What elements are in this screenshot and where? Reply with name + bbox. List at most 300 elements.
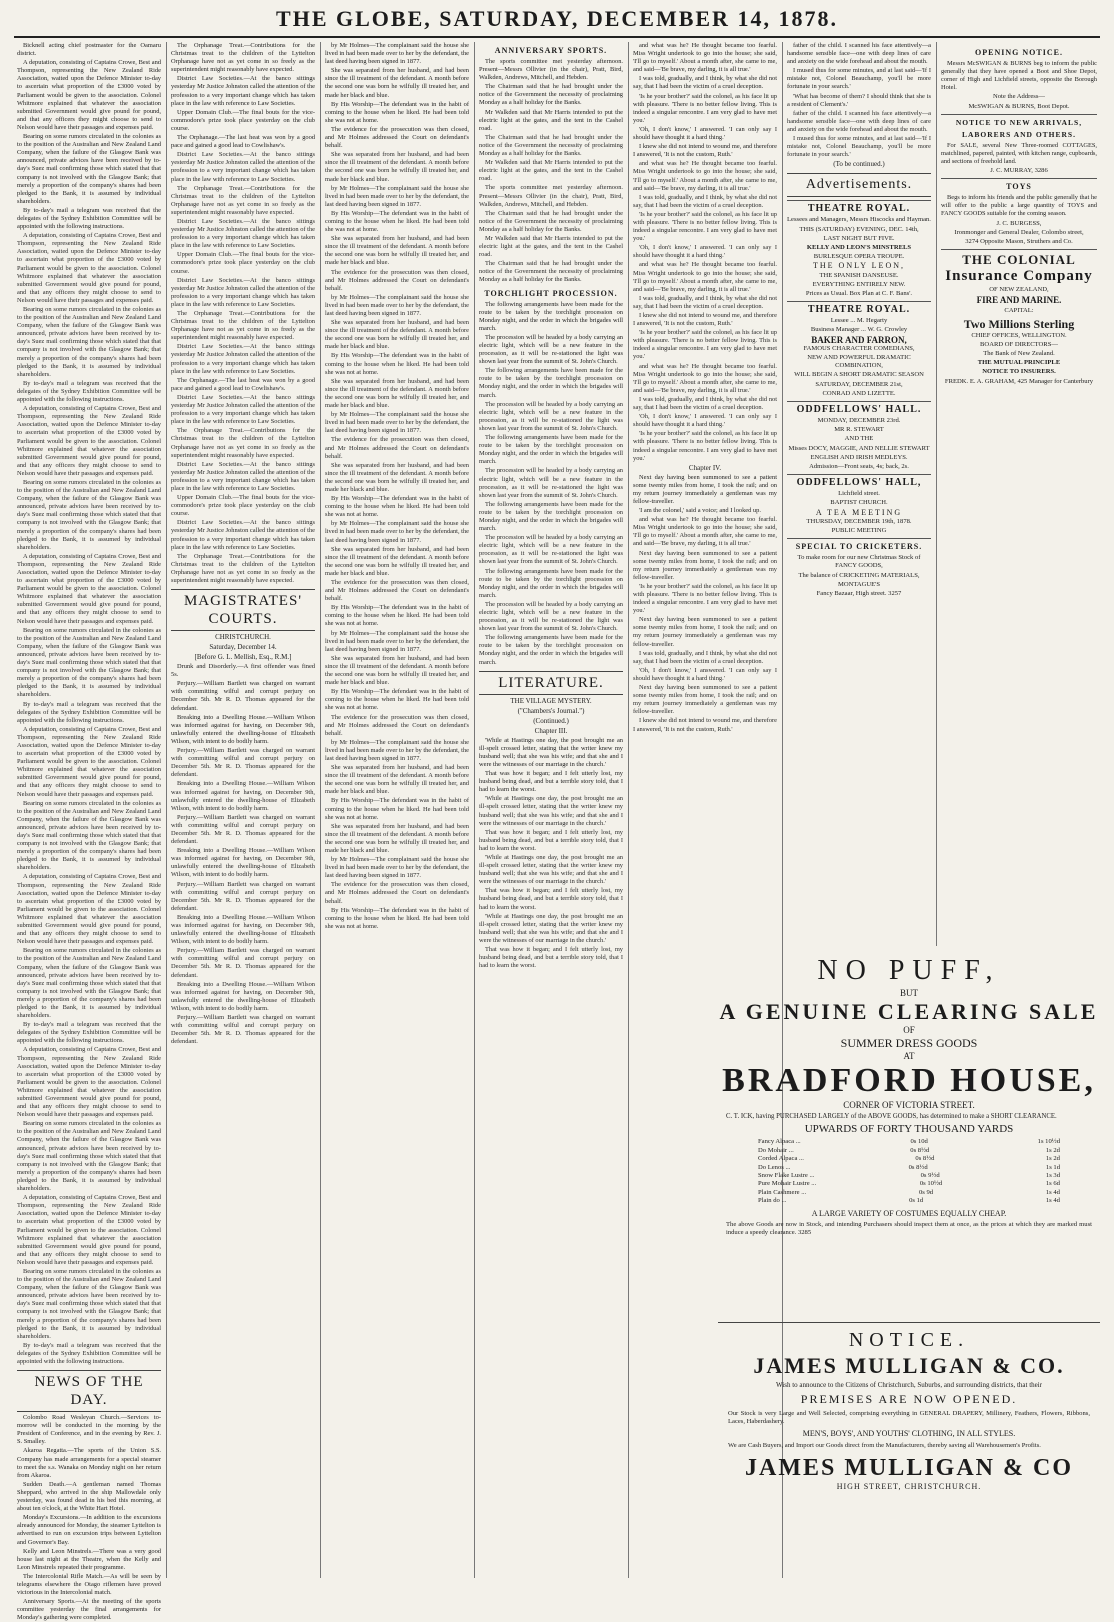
mulligan-heading: JAMES MULLIGAN & CO. — [753, 1353, 1065, 1378]
paragraph: The evidence for the prosecution was then closed, and Mr Holmes addressed the Court on defendant's behalf. — [325, 268, 469, 292]
ad-line: Fancy Bazaar, High street. 3257 — [816, 590, 902, 598]
paragraph: The following arrangements have been made for the route to be taken by the torchlight procession on Monday night, and the order in which the brigades will march. — [479, 434, 623, 466]
paragraph: 'While at Hastings one day, the post brought me an ill-spelt crossed letter, stating that the writer knew my husband well; that she was his wife; and that she and I were the witnesses of our marriage in the church.' — [479, 795, 623, 827]
ad-title: OPENING NOTICE. — [975, 48, 1063, 57]
paragraph: The Orphanage.—The last heat was won by a good pace and gained a good lead to Cowlishaw's. — [171, 134, 315, 150]
column-1 — [14, 42, 164, 1622]
price-now: 1s 10½d — [1037, 1138, 1060, 1146]
ad-line: ENGLISH AND IRISH MEDLEYS. — [810, 453, 908, 461]
ad-title: THEATRE ROYAL. — [807, 304, 911, 316]
paragraph: 'While at Hastings one day, the post brought me an ill-spelt crossed letter, stating that the writer knew my husband well; that she was his wife; and that she and I were the witnesses of our marriage in the church.' — [479, 736, 623, 768]
ad-line: EVERYTHING ENTIRELY NEW. — [812, 280, 906, 288]
opening-notice-ad — [941, 45, 1097, 111]
paragraph: By His Worship—The defendant was in the habit of coming to the house when he liked. He had been told she was not at home. — [325, 906, 469, 930]
paragraph: A deputation, consisting of Captains Crowe, Best and Thompson, representing the New Zealand Ride Association, waited upon the Defence Minister to-day to ascertain what proportion of the £3000 voted by Parliament would be given to the association. Colonel Whitmore explained that whatever the association submitted Government would give pound for pound, and that any officers they might choose to send to Nelson would have their passages and expenses paid. — [17, 725, 161, 798]
paragraph: Next day having been summoned to see a patient some twenty miles from home, I took the rail; and on my return journey immediately a gentleman was my fellow-traveller. — [633, 684, 777, 716]
masthead: THE GLOBE, SATURDAY, DECEMBER 14, 1878. — [14, 6, 1100, 38]
paragraph: The sports committee met yesterday afternoon. Present—Messrs Ollivier (in the chair), Pratt, Bird, Walkden, Andrews, Mitchell, and Hebden. — [479, 58, 623, 82]
column-rule — [474, 42, 475, 1578]
james-mulligan-ad — [718, 1322, 1100, 1579]
ad-line: To make room for our new Christmas Stock of FANCY GOODS, — [797, 554, 921, 570]
paragraph: Next day having been summoned to see a patient some twenty miles from home, I took the rail; and on my return journey immediately a gentleman was my fellow-traveller. — [633, 616, 777, 648]
notice-heading: NOTICE. — [848, 1329, 970, 1351]
paragraph: 'Oh, I don't know,' I answered. 'I can only say I should have thought it a hard thing.' — [633, 244, 777, 260]
paragraph: By His Worship—The defendant was in the habit of coming to the house when he liked. He had been told she was not at home. — [325, 495, 469, 519]
paragraph: District Law Societies.—At the banco sittings yesterday Mr Justice Johnston called the attention of the profession to a very important change which has taken place in the law with reference to Law Societies. — [171, 75, 315, 107]
price-row — [758, 1138, 1060, 1146]
intro-paragraph: Bicknell acting chief postmaster for the Oamaru district. — [17, 42, 161, 58]
ad-title: ODDFELLOWS' HALL. — [796, 403, 922, 415]
paragraph: The Orphanage.—The last heat was won by a good pace and gained a good lead to Cowlishaw's. — [171, 376, 315, 392]
paragraph: By His Worship—The defendant was in the habit of coming to the house when he liked. He had been told she was not at home. — [325, 100, 469, 124]
paragraph: That was how it began; and I felt utterly lost, my husband being dead, and but a terrible story told, that I had to learn the worst. — [479, 828, 623, 852]
paragraph: A deputation, consisting of Captains Crowe, Best and Thompson, representing the New Zealand Ride Association, waited upon the Defence Minister to-day to ascertain what proportion of the £3000 voted by Parliament would be given to the association. Colonel Whitmore explained that whatever the association submitted Government would give pound for pound, and that any officers they might choose to send to Nelson would have their passages and expenses paid. — [17, 1194, 161, 1266]
price-row — [758, 1197, 1060, 1205]
ad-line: MR R. STEWART — [834, 426, 884, 434]
ad-line: Business Manager ... W. G. Crowley — [810, 326, 908, 334]
price-was: 0s 8½d — [915, 1155, 935, 1163]
paragraph: 'While at Hastings one day, the post brought me an ill-spelt crossed letter, stating that the writer knew my husband well; that she was his wife; and that she and I were the witnesses of our marriage in the church.' — [479, 912, 623, 944]
ad-title: THE COLONIAL — [962, 252, 1076, 268]
ad-title: TOYS — [1006, 182, 1032, 192]
paragraph: I was told, gradually, and I think, by what she did not say, that I had been the victim of a cruel deception. — [633, 75, 777, 91]
ad-line: CORNER OF VICTORIA STREET. — [843, 1100, 975, 1110]
paragraph: and what was he? He thought became too fearful. Miss Wright undertook to go into the house; she said, 'I'll go to myself.' About a month after, she came to me, and said—'Be brave, my darling, it is all true.' — [633, 261, 777, 293]
ad-line: NEW AND POWERFUL DRAMATIC COMBINATION, — [807, 353, 911, 370]
news-item: Anniversary Sports.—At the meeting of the sports committee yesterday the final arrangements for Monday's gathering were completed. — [17, 1598, 161, 1622]
court-case: Perjury.—William Bartlett was charged on warrant with committing wilful and corrupt perjury on December 5th. Mr R. D. Thomas appeared for the defendant. — [171, 747, 315, 779]
court-case: Perjury.—William Bartlett was charged on warrant with committing wilful and corrupt perjury on December 5th. Mr R. D. Thomas appeared for the defendant. — [171, 1014, 315, 1046]
paragraph: The Chairman said that he had brought under the notice of the Government the necessity of proclaiming Monday as a half holiday for the Banks. — [479, 209, 623, 233]
price-item: Do Lenos ... — [758, 1163, 791, 1171]
ad-line: Begs to inform his friends and the public generally that he will offer to the public a large quantity of TOYS and FANCY GOODS suitable for the coming season. — [941, 194, 1097, 218]
paragraph: and what was he? He thought became too fearful. Miss Wright undertook to go into the house; she said, 'I'll go to myself.' About a month after, she came to me, and said—'Be brave, my darling, it is all true.' — [633, 516, 777, 548]
ad-line: AT — [903, 1051, 915, 1061]
news-of-the-day-heading: NEWS OF THE DAY. — [17, 1370, 161, 1412]
price-now: 1s 4d — [1045, 1188, 1060, 1196]
paragraph: by Mr Holmes—The complainant said the house she lived in had been made over to her by the defendant, the last deed having been signed in 1877. — [325, 629, 469, 653]
ad-title: NOTICE TO NEW ARRIVALS, LABORERS AND OTHERS. — [955, 117, 1083, 139]
paragraph: by Mr Holmes—The complainant said the house she lived in had been made over to her by the defendant, the last deed having been signed in 1877. — [325, 520, 469, 544]
price-now: 1s 4d — [1045, 1197, 1060, 1205]
ad-line: LAST NIGHT BUT FIVE. — [823, 234, 895, 242]
paragraph: The procession will be headed by a body carrying an electric light, which will be a new feature in the procession, as it will be re-stationed the light was shown last year from the summit of St. John's Church. — [479, 600, 623, 633]
paragraph: I knew she did not intend to wound me, and therefore I answered, 'It is not the custom, Ruth.' — [633, 312, 777, 328]
price-now: 1s 3d — [1045, 1172, 1060, 1180]
paragraph: The following arrangements have been made for the route to be taken by the torchlight procession on Monday night, and the order in which the brigades will march. — [479, 367, 623, 399]
column-3 — [322, 42, 472, 1578]
new-arrivals-ad — [941, 114, 1097, 175]
ad-line: AND THE — [844, 435, 874, 443]
paragraph: The procession will be headed by a body carrying an electric light, which will be a new feature in the procession, as it will be re-stationed the light was shown last year from the summit of St. John's Church. — [479, 400, 623, 432]
paragraph: father of the child. I scanned his face attentively—a handsome sensible face—one with deep lines of care and anxiety on the wide forehead and about the mouth. — [787, 109, 931, 133]
paragraph: The Orphanage Treat.—Contributions for the Christmas treat to the children of the Lyttelton Orphanage have not as yet come in so freely as the superintendent might reasonably have expected. — [171, 310, 315, 342]
paragraph: The Orphanage Treat.—Contributions for the Christmas treat to the children of the Lyttelton Orphanage have not as yet come in so freely as the superintendent might reasonably have expected. — [171, 552, 315, 584]
court-case: Drunk and Disorderly.—A first offender was fined 5s. — [171, 663, 315, 679]
paragraph: The Chairman said that he had brought under the notice of the Government the necessity of proclaiming Monday as a half holiday for the Banks. — [479, 83, 623, 107]
ad-line: MONDAY, DECEMBER 23rd. — [817, 416, 901, 424]
price-item: Do Mohair ... — [758, 1146, 794, 1154]
price-row — [758, 1172, 1060, 1180]
price-was: 0s 10½d — [919, 1180, 943, 1188]
news-item: The Intercolonial Rifle Match.—As will be seen by telegrams elsewhere the Otago riflemen have proved victorious in the Intercolonial match. — [17, 1572, 161, 1597]
ad-line: OF — [903, 1025, 915, 1035]
paragraph: The evidence for the prosecution was then closed, and Mr Holmes addressed the Court on defendant's behalf. — [325, 579, 469, 603]
column-rule — [320, 42, 321, 1578]
ad-line: THE MUTUAL PRINCIPLE — [977, 359, 1061, 367]
paragraph: The procession will be headed by a body carrying an electric light, which will be a new feature in the procession, as it will be re-stationed the light was shown last year from the summit of St. John's Church. — [479, 333, 623, 366]
ad-line: NOTICE TO INSURERS. — [982, 368, 1056, 376]
paragraph: Bearing on some rumors circulated in the colonies as to the position of the Australian and New Zealand Land Company, when the failure of the Glasgow Bank was announced, private advices have been received by to-day's Suez mail confirming those which stated that that company is not involved with the Glasgow Bank; that merely a proportion of the company's shares had been pledged to the Bank, it is assumed by individual shareholders. — [17, 478, 161, 551]
court-case: Breaking into a Dwelling House.—William Wilson was informed against for having, on December 9th, unlawfully entered the dwelling-house of Elizabeth Wilson, with intent to do bodily harm. — [171, 980, 315, 1012]
ad-line: The balance of CRICKETING MATERIALS, — [798, 571, 920, 579]
price-was: 0s 10d — [910, 1138, 928, 1146]
paragraph: That was how it began; and I felt utterly lost, my husband being dead, and but a terrible story told, that I had to learn the worst. — [479, 770, 623, 794]
ad-line: WILL BEGIN A SHORT DRAMATIC SEASON — [794, 371, 924, 379]
paragraph: by Mr Holmes—The complainant said the house she lived in had been made over to her by the defendant, the last deed having been signed in 1877. — [325, 738, 469, 762]
ad-line: FAMOUS CHARACTER COMEDIANS, — [803, 344, 915, 352]
paragraph: District Law Societies.—At the banco sittings yesterday Mr Justice Johnston called the attention of the profession to a very important change which has taken place in the law with reference to Law Societies. — [171, 276, 315, 308]
colonial-insurance-ad — [941, 249, 1097, 386]
ad-line: THURSDAY, DECEMBER 19th, 1878. — [806, 517, 912, 525]
paragraph: by Mr Holmes—The complainant said the house she lived in had been made over to her by the defendant, the last deed having been signed in 1877. — [325, 42, 469, 66]
paragraph: and what was he? He thought became too fearful. Miss Wright undertook to go into the house; she said, 'I'll go to myself.' About a month after, she came to me, and said—'Be brave, my darling, it is all true.' — [633, 160, 777, 192]
paragraph: She was separated from her husband, and had been since the ill treatment of the defendant. A month before the second one was born he wilfully ill treated her, and made her black and blue. — [325, 764, 469, 796]
ad-line: Wish to announce to the Citizens of Christchurch, Suburbs, and surrounding districts, that their — [775, 1381, 1043, 1389]
ad-line: J. C. MURRAY, 3286 — [990, 167, 1048, 175]
paragraph: Upper Domain Club.—The final bouts for the vice-commodore's prize took place yesterday on the club course. — [171, 108, 315, 132]
paragraph: The Orphanage Treat.—Contributions for the Christmas treat to the children of the Lyttelton Orphanage have not as yet come in so freely as the superintendent might reasonably have expected. — [171, 184, 315, 216]
ad-line: J. C. BURGESS, — [996, 219, 1042, 227]
paragraph: She was separated from her husband, and had been since the ill treatment of the defendant. A month before the second one was born he wilfully ill treated her, and made her black and blue. — [325, 235, 469, 267]
ad-line: KELLY AND LEON'S MINSTRELS — [806, 243, 912, 251]
paragraph: Upper Domain Club.—The final bouts for the vice-commodore's prize took place yesterday on the club course. — [171, 494, 315, 518]
paragraph: and what was he? He thought became too fearful. Miss Wright undertook to go into the house; she said, 'I'll go to myself.' About a month after, she came to me, and said—'Be brave, my darling, it is all true.' — [633, 42, 777, 74]
court-case: Breaking into a Dwelling House.—William Wilson was informed against for having, on December 9th, unlawfully entered the dwelling-house of Elizabeth Wilson, with intent to do bodily harm. — [171, 780, 315, 812]
paragraph: by Mr Holmes—The complainant said the house she lived in had been made over to her by the defendant, the last deed having been signed in 1877. — [325, 411, 469, 435]
court-date: Saturday, December 14. — [209, 643, 277, 652]
paragraph: Mr Walkden said that Mr Harris intended to put the electric light at the gates, and the tent in the Cashel road. — [479, 159, 623, 183]
price-was: 0s 9d — [918, 1188, 934, 1196]
address: HIGH STREET, CHRISTCHURCH. — [836, 1481, 982, 1491]
paragraph: The Orphanage Treat.—Contributions for the Christmas treat to the children of the Lyttelton Orphanage have not as yet come in so freely as the superintendent might reasonably have expected. — [171, 42, 315, 74]
court-case: Breaking into a Dwelling House.—William Wilson was informed against for having, on December 9th, unlawfully entered the dwelling-house of Elizabeth Wilson, with intent to do bodily harm. — [171, 847, 315, 879]
ad-line: BURLESQUE OPERA TROUPE. — [813, 253, 905, 261]
paragraph: The Chairman said that he had brought under the notice of the Government the necessity of proclaiming Monday as a half holiday for the Banks. — [479, 133, 623, 158]
paragraph: Mr Walkden said that Mr Harris intended to put the electric light at the gates, and the tent in the Cashel road. — [479, 108, 623, 132]
paragraph: That was how it began; and I felt utterly lost, my husband being dead, and but a terrible story told, that I had to learn the worst. — [479, 946, 623, 970]
ad-title: Insurance Company — [945, 268, 1093, 285]
ad-line: THIS (SATURDAY) EVENING, DEC. 14th, — [799, 225, 919, 233]
paragraph: The procession will be headed by a body carrying an electric light, which will be a new feature in the procession, as it will be re-stationed the light was shown last year from the summit of St. John's Church. — [479, 534, 623, 566]
paragraph: 'Oh, I don't know,' I answered. 'I can only say I should have thought it a hard thing.' — [633, 413, 777, 429]
torchlight-procession-heading: TORCHLIGHT PROCESSION. — [484, 288, 618, 298]
toys-ad — [941, 178, 1097, 246]
price-row — [758, 1147, 1060, 1155]
paragraph: A deputation, consisting of Captains Crowe, Best and Thompson, representing the New Zealand Ride Association, waited upon the Defence Minister to-day to ascertain what proportion of the £3000 voted by Parliament would be given to the association. Colonel Whitmore explained that whatever the association submitted Government would give pound for pound, and that any officers they might choose to send to Nelson would have their passages and expenses paid. — [17, 59, 161, 131]
ad-title: THEATRE ROYAL. — [807, 203, 911, 215]
paragraph: The procession will be headed by a body carrying an electric light, which will be a new feature in the procession, as it will be re-stationed the light was shown last year from the summit of St. John's Church. — [479, 467, 623, 499]
no-puff-heading: NO PUFF, — [817, 955, 1001, 986]
paragraph: by Mr Holmes—The complainant said the house she lived in had been made over to her by the defendant, the last deed having been signed in 1877. — [325, 184, 469, 208]
ad-line: Admission—Front seats, 4s; back, 2s. — [809, 462, 909, 470]
ad-line: MEN'S, BOYS', AND YOUTHS' CLOTHING, IN ALL STYLES. — [802, 1429, 1016, 1439]
paragraph: Mr Walkden said that Mr Harris intended to put the electric light at the gates, and the tent in the Cashel road. — [479, 234, 623, 259]
paragraph: A deputation, consisting of Captains Crowe, Best and Thompson, representing the New Zealand Ride Association, waited upon the Defence Minister to-day to ascertain what proportion of the £3000 voted by Parliament would be given to the association. Colonel Whitmore explained that whatever the association submitted Government would give pound for pound, and that any officers they might choose to send to Nelson would have their passages and expenses paid. — [17, 552, 161, 625]
price-item: Plain Cashmere ... — [758, 1188, 807, 1196]
magistrates-courts-heading: MAGISTRATES' COURTS. — [171, 589, 315, 631]
court-location: CHRISTCHURCH. — [215, 633, 271, 642]
ad-line: BAKER AND FARRON, — [811, 334, 907, 345]
paragraph: A deputation, consisting of Captains Crowe, Best and Thompson, representing the New Zealand Ride Association, waited upon the Defence Minister to-day to ascertain what proportion of the £3000 voted by Parliament would be given to the association. Colonel Whitmore explained that whatever the association submitted Government would give pound for pound, and that any officers they might choose to send to Nelson would have their passages and expenses paid. — [17, 405, 161, 477]
ad-title: SPECIAL TO CRICKETERS. — [795, 542, 923, 552]
theatre-royal-baker-farron-ad — [787, 301, 931, 398]
paragraph: I knew she did not intend to wound me, and therefore I answered, 'It is not the custom, Ruth.' — [633, 717, 777, 733]
ad-line: BOARD OF DIRECTORS— — [980, 340, 1058, 348]
paragraph: I knew she did not intend to wound me, and therefore I answered, 'It is not the custom, Ruth.' — [633, 143, 777, 159]
paragraph: 'Oh, I don't know,' I answered. 'I can only say I should have thought it a hard thing.' — [633, 125, 777, 142]
paragraph: She was separated from her husband, and had been since the ill treatment of the defendant. A month before the second one was born he wilfully ill treated her, and made her black and blue. — [325, 654, 469, 687]
clearing-sale-ad — [718, 950, 1100, 1318]
paragraph: Bearing on some rumors circulated in the colonies as to the position of the Australian and New Zealand Land Company, when the failure of the Glasgow Bank was announced, private advices have been received by to-day's Suez mail confirming those which stated that that company is not involved with the Glasgow Bank; that merely a proportion of the company's shares had been pledged to the Bank, it is assumed by individual shareholders. — [17, 626, 161, 699]
paragraph: The Chairman said that he had brought under the notice of the Government the necessity of proclaiming Monday as a half holiday for the Banks. — [479, 260, 623, 284]
paragraph: 'What has become of them? I should think that she is a resident of Clement's.' — [787, 92, 931, 108]
paragraph: 'Is he your brother?' said the colonel, as his face lit up with pleasure. 'There is no better fellow living. This is indeed a singular rencontre. I am very glad to have met you.' — [633, 92, 777, 124]
paragraph: 'I am the colonel,' said a voice; and I looked up. — [639, 507, 761, 515]
ad-line: SATURDAY, DECEMBER 21st, — [815, 380, 903, 388]
ad-line: Misses DOCY, MAGGIE, AND NELLIE STEWART — [788, 444, 930, 452]
price-item: Corded Alpaca ... — [758, 1155, 804, 1163]
price-row — [758, 1180, 1060, 1188]
ad-line: Messrs McSWIGAN & BURNS beg to inform the public generally that they have opened a Boot and Shoe Depot, corner of High and Lichfield streets, opposite the Borough Hotel. — [941, 60, 1097, 92]
story-title: THE VILLAGE MYSTERY. — [510, 696, 592, 705]
paragraph: The following arrangements have been made for the route to be taken by the torchlight procession on Monday night, and the order in which the brigades will march. — [479, 634, 623, 666]
ad-line: THE ONLY LEON, — [813, 261, 905, 271]
paragraph: The Orphanage Treat.—Contributions for the Christmas treat to the children of the Lyttelton Orphanage have not as yet come in so freely as the superintendent might reasonably have expected. — [171, 427, 315, 459]
court-case: Breaking into a Dwelling House.—William Wilson was informed against for having, on December 9th, unlawfully entered the dwelling-house of Elizabeth Wilson, with intent to do bodily harm. — [171, 913, 315, 946]
ad-line: C. T. ICK, having PURCHASED LARGELY of the ABOVE GOODS, has determined to make a SHORT CLEARANCE. — [726, 1113, 1057, 1120]
ad-line: BAPTIST CHURCH. — [830, 499, 888, 507]
paragraph: Bearing on some rumors circulated in the colonies as to the position of the Australian and New Zealand Land Company, when the failure of the Glasgow Bank was announced, private advices have been received by to-day's Suez mail confirming those which stated that that company is not involved with the Glasgow Bank; that merely a proportion of the company's shares had been pledged to the Bank, it is assumed by individual shareholders. — [17, 799, 161, 872]
price-item: Plain do ... — [758, 1197, 787, 1205]
paragraph: By His Worship—The defendant was in the habit of coming to the house when he liked. He had been told she was not at home. — [325, 209, 469, 234]
price-was: 0s 1d — [909, 1197, 924, 1205]
story-source: ("Chambers's Journal.") — [517, 706, 585, 715]
price-item: Snow Flake Lustre ... — [758, 1172, 815, 1180]
paragraph: Bearing on some rumors circulated in the colonies as to the position of the Australian and New Zealand Land Company, when the failure of the Glasgow Bank was announced, private advices have been received by to-day's Suez mail confirming those which stated that that company is not involved with the Glasgow Bank; that merely a proportion of the company's shares had been pledged to the Bank, it is assumed by individual shareholders. — [17, 947, 161, 1020]
paragraph: That was how it began; and I felt utterly lost, my husband being dead, and but a terrible story told, that I had to learn the worst. — [479, 887, 623, 911]
paragraph: District Law Societies.—At the banco sittings yesterday Mr Justice Johnston called the attention of the profession to a very important change which has taken place in the law with reference to Law Societies. — [171, 519, 315, 551]
price-now: 1s 6d — [1045, 1180, 1060, 1188]
cricketers-ad — [787, 538, 931, 598]
paragraph: I was told, gradually, and I think, by what she did not say, that I had been the victim of a cruel deception. — [633, 395, 777, 412]
ad-line: The Bank of New Zealand. — [983, 349, 1055, 357]
literature-heading: LITERATURE. — [479, 671, 623, 695]
news-item: Akaroa Regatta.—The sports of the Union S.S. Company has made arrangements for a special steamer to meet the s.s. Wanaka on Monday night on her return from Akaroa. — [17, 1447, 161, 1479]
paragraph: The following arrangements have been made for the route to be taken by the torchlight procession on Monday night, and the order in which the brigades will march. — [479, 300, 623, 332]
price-now: 1s 2d — [1045, 1146, 1060, 1154]
oddfellows-hall-baptist-ad — [787, 474, 931, 535]
ad-line: CAPITAL: — [1004, 307, 1034, 315]
genuine-clearing-heading: A GENUINE CLEARING SALE — [719, 999, 1099, 1024]
court-case: Perjury.—William Bartlett was charged on warrant with committing wilful and corrupt perjury on December 5th. Mr R. D. Thomas appeared for the defendant. — [171, 680, 315, 712]
paragraph: She was separated from her husband, and had been since the ill treatment of the defendant. A month before the second one was born he wilfully ill treated her, and made her black and blue. — [325, 319, 469, 351]
ad-line: Lessee ... M. Hegarty — [830, 317, 888, 325]
ad-line: Lessees and Managers, Messrs Hiscocks and Hayman. — [787, 216, 931, 224]
ad-line: McSWIGAN & BURNS, Boot Depot. — [968, 102, 1070, 110]
paragraph: She was separated from her husband, and had been since the ill treatment of the defendant. A month before the second one was born he wilfully ill treated her, and made her black and blue. — [325, 822, 469, 854]
paragraph: Upper Domain Club.—The final bouts for the vice-commodore's prize took place yesterday on the club course. — [171, 251, 315, 275]
paragraph: and what was he? He thought became too fearful. Miss Wright undertook to go into the house; she said, 'I'll go to myself.' About a month after, she came to me, and said—'Be brave, my darling, it is all true.' — [633, 362, 777, 394]
ad-line: Note the Address— — [992, 93, 1045, 101]
column-rule — [166, 42, 167, 1578]
ad-title: ODDFELLOWS' HALL, — [796, 477, 922, 489]
ad-line: A TEA MEETING — [815, 507, 903, 517]
story-continued: (Continued.) — [533, 716, 569, 725]
price-was: 0s 8½d — [910, 1146, 930, 1154]
paragraph: By to-day's mail a telegram was received that the delegates of the Sydney Exhibition Committee will be appointed with the following instructions. — [17, 379, 161, 404]
price-row — [758, 1164, 1060, 1172]
ad-line: 3274 Opposite Mason, Struthers and Co. — [965, 237, 1073, 245]
paragraph: District Law Societies.—At the banco sittings yesterday Mr Justice Johnston called the attention of the profession to a very important change which has taken place in the law with reference to Law Societies. — [171, 343, 315, 375]
paragraph: Bearing on some rumors circulated in the colonies as to the position of the Australian and New Zealand Land Company, when the failure of the Glasgow Bank was announced, private advices have been received by to-day's Suez mail confirming those which stated that that company is not involved with the Glasgow Bank; that merely a proportion of the company's shares had been pledged to the Bank, it is assumed by individual shareholders. — [17, 306, 161, 378]
ad-line: Ironmonger and General Dealer, Colombo street, — [954, 228, 1084, 236]
price-item: Fancy Alpaca ... — [758, 1138, 801, 1146]
paragraph: Bearing on some rumors circulated in the colonies as to the position of the Australian and New Zealand Land Company, when the failure of the Glasgow Bank was announced, private advices have been received by to-day's Suez mail confirming those which stated that that company is not involved with the Glasgow Bank; that merely a proportion of the company's shares had been pledged to the Bank, it is assumed by individual shareholders. — [17, 1120, 161, 1193]
ad-line: SUMMER DRESS GOODS — [840, 1036, 978, 1050]
ad-line: FIRE AND MARINE. — [976, 295, 1062, 306]
paragraph: She was separated from her husband, and had been since the ill treatment of the defendant. A month before the second one was born he wilfully ill treated her, and made her black and blue. — [325, 545, 469, 577]
price-was: 0s 8½d — [908, 1163, 928, 1171]
premises-opened: PREMISES ARE NOW OPENED. — [800, 1392, 1018, 1406]
chapter-heading: Chapter IV. — [688, 463, 722, 472]
paragraph: 'Is he your brother?' said the colonel, as his face lit up with pleasure. 'There is no better fellow living. This is indeed a singular rencontre. I am very glad to have met you.' — [633, 582, 777, 615]
ad-line: Our Stock is very Large and Well Selected, comprising everything in GENERAL DRAPERY, Millinery, Feathers, Flowers, Ribbons, Laces, Haberdashery. — [728, 1410, 1090, 1426]
court-bench: [Before G. L. Mellish, Esq., R.M.] — [194, 653, 292, 662]
paragraph: I mused thus for some minutes, and at last said—'If I mistake not, Colonel Beauchamp, you'll be more fortunate in your search.' — [787, 135, 931, 159]
column-7 — [938, 42, 1100, 946]
ad-line: Prices as Usual. Box Plan at C. F. Bans'. — [805, 289, 913, 297]
column-rule — [936, 42, 937, 946]
ad-line: The above Goods are now in Stock, and intending Purchasers should inspect them at once, as the prices at which they are marked must induce a speedy clearance. 3285 — [726, 1220, 1092, 1236]
paragraph: 'Is he your brother?' said the colonel, as his face lit up with pleasure. 'There is no better fellow living. This is indeed a singular rencontre. I am very glad to have met you.' — [633, 210, 777, 243]
price-row — [758, 1189, 1060, 1197]
paragraph: father of the child. I scanned his face attentively—a handsome sensible face—one with deep lines of care and anxiety on the wide forehead and about the mouth. — [787, 42, 931, 66]
price-item: Pure Mohair Lustre ... — [758, 1180, 817, 1188]
paragraph: by Mr Holmes—The complainant said the house she lived in had been made over to her by the defendant, the last deed having been signed in 1877. — [325, 293, 469, 317]
paragraph: Next day having been summoned to see a patient some twenty miles from home, I took the rail; and on my return journey immediately a gentleman was my fellow-traveller. — [633, 549, 777, 581]
column-2 — [168, 42, 318, 1578]
paragraph: District Law Societies.—At the banco sittings yesterday Mr Justice Johnston called the attention of the profession to a very important change which has taken place in the law with reference to Law Societies. — [171, 151, 315, 183]
ad-line: We are Cash Buyers, and Import our Goods direct from the Manufacturers, thereby saving all Warehousemen's Profits. — [728, 1442, 1041, 1450]
ad-line: OF NEW ZEALAND, — [989, 286, 1049, 294]
paragraph: A deputation, consisting of Captains Crowe, Best and Thompson, representing the New Zealand Ride Association, waited upon the Defence Minister to-day to ascertain what proportion of the £3000 voted by Parliament would be given to the association. Colonel Whitmore explained that whatever the association submitted Government would give pound for pound, and that any officers they might choose to send to Nelson would have their passages and expenses paid. — [17, 1046, 161, 1119]
paragraph: By to-day's mail a telegram was received that the delegates of the Sydney Exhibition Committee will be appointed with the following instructions. — [17, 1021, 161, 1045]
paragraph: District Law Societies.—At the banco sittings yesterday Mr Justice Johnston called the attention of the profession to a very important change which has taken place in the law with reference to Law Societies. — [171, 217, 315, 250]
paragraph: Bearing on some rumors circulated in the colonies as to the position of the Australian and New Zealand Land Company, when the failure of the Glasgow Bank was announced, private advices have been received by to-day's Suez mail confirming those which stated that that company is not involved with the Glasgow Bank; that merely a proportion of the company's shares had been pledged to the Bank, it is assumed by individual shareholders. — [17, 133, 161, 205]
news-item: Monday's Excursions.—In addition to the excursions already announced for Monday, the steamer Lyttelton is advertised to run on excursion trips between Lyttelton and Governor's Bay. — [17, 1514, 161, 1546]
paragraph: The following arrangements have been made for the route to be taken by the torchlight procession on Monday night, and the order in which the brigades will march. — [479, 567, 623, 599]
paragraph: 'Oh, I don't know,' I answered. 'I can only say I should have thought it a hard thing.' — [633, 666, 777, 682]
ad-line: Lichfield street. — [838, 490, 880, 498]
paragraph: A deputation, consisting of Captains Crowe, Best and Thompson, representing the New Zealand Ride Association, waited upon the Defence Minister to-day to ascertain what proportion of the £3000 voted by Parliament would be given to the association. Colonel Whitmore explained that whatever the association submitted Government would give pound for pound, and that any officers they might choose to send to Nelson would have their passages and expenses paid. — [17, 232, 161, 304]
chapter-heading: Chapter III. — [534, 726, 568, 735]
bradford-house-heading: BRADFORD HOUSE, — [722, 1062, 1096, 1099]
paragraph: Next day having been summoned to see a patient some twenty miles from home, I took the rail; and on my return journey immediately a gentleman was my fellow-traveller. — [633, 473, 777, 505]
paragraph: 'While at Hastings one day, the post brought me an ill-spelt crossed letter, stating that the writer knew my husband well; that she was his wife; and that she and I were the witnesses of our marriage in the church.' — [479, 853, 623, 886]
paragraph: I was told, gradually, and I think, by what she did not say, that I had been the victim of a cruel deception. — [633, 193, 777, 209]
paragraph: By to-day's mail a telegram was received that the delegates of the Sydney Exhibition Committee will be appointed with the following instructions. — [17, 1341, 161, 1365]
price-was: 0s 9½d — [920, 1172, 940, 1180]
ad-line: A LARGE VARIETY OF COSTUMES EQUALLY CHEAP. — [811, 1208, 1007, 1218]
news-item: Kelly and Leon Minstrels.—There was a very good house last night at the Theatre, when the Kelly and Leon Minstrels repeated their programme. — [17, 1547, 161, 1571]
ad-line: UPWARDS OF FORTY THOUSAND YARDS — [804, 1123, 1014, 1136]
paragraph: By His Worship—The defendant was in the habit of coming to the house when he liked. He had been told she was not at home. — [325, 797, 469, 821]
oddfellows-hall-stewart-ad — [787, 401, 931, 471]
paragraph: She was separated from her husband, and had been since the ill treatment of the defendant. A month before the second one was born he wilfully ill treated her, and made her black and blue. — [325, 461, 469, 493]
paragraph: The following arrangements have been made for the route to be taken by the torchlight procession on Monday night, and the order in which the brigades will march. — [479, 500, 623, 533]
price-list — [758, 1138, 1060, 1205]
paragraph: The sports committee met yesterday afternoon. Present—Messrs Ollivier (in the chair), Pratt, Bird, Walkden, Andrews, Mitchell, and Hebden. — [479, 184, 623, 208]
paragraph: The evidence for the prosecution was then closed, and Mr Holmes addressed the Court on defendant's behalf. — [325, 881, 469, 905]
paragraph: 'Is he your brother?' said the colonel, as his face lit up with pleasure. 'There is no better fellow living. This is indeed a singular rencontre. I am very glad to have met you.' — [633, 430, 777, 462]
column-4 — [476, 42, 626, 1578]
paragraph: By His Worship—The defendant was in the habit of coming to the house when he liked. He had been told she was not at home. — [325, 352, 469, 376]
theatre-royal-ad — [787, 200, 931, 298]
price-now: 1s 1d — [1045, 1163, 1060, 1171]
paragraph: She was separated from her husband, and had been since the ill treatment of the defendant. A month before the second one was born he wilfully ill treated her, and made her black and blue. — [325, 151, 469, 183]
paragraph: By to-day's mail a telegram was received that the delegates of the Sydney Exhibition Committee will be appointed with the following instructions. — [17, 206, 161, 231]
paragraph: I mused thus for some minutes, and at last said—'If I mistake not, Colonel Beauchamp, you'll be more fortunate in your search.' — [787, 67, 931, 91]
paragraph: The evidence for the prosecution was then closed, and Mr Holmes addressed the Court on defendant's behalf. — [325, 125, 469, 150]
paragraph: District Law Societies.—At the banco sittings yesterday Mr Justice Johnston called the attention of the profession to a very important change which has taken place in the law with reference to Law Societies. — [171, 460, 315, 492]
price-row — [758, 1155, 1060, 1163]
ad-line: PUBLIC MEETING — [831, 527, 887, 534]
paragraph: By His Worship—The defendant was in the habit of coming to the house when he liked. He had been told she was not at home. — [325, 604, 469, 628]
court-case: Perjury.—William Bartlett was charged on warrant with committing wilful and corrupt perjury on December 5th. Mr R. D. Thomas appeared for the defendant. — [171, 813, 315, 846]
paragraph: The evidence for the prosecution was then closed, and Mr Holmes addressed the Court on defendant's behalf. — [325, 436, 469, 460]
paragraph: She was separated from her husband, and had been since the ill treatment of the defendant. A month before the second one was born he wilfully ill treated her, and made her black and blue. — [325, 377, 469, 410]
paragraph: by Mr Holmes—The complainant said the house she lived in had been made over to her by the defendant, the last deed having been signed in 1877. — [325, 856, 469, 880]
paragraph: 'Is he your brother?' said the colonel, as his face lit up with pleasure. 'There is no better fellow living. This is indeed a singular rencontre. I am very glad to have met you.' — [633, 329, 777, 361]
ad-line: MONTAGUE'S — [837, 580, 881, 588]
ad-line: CONRAD AND LIZETTE. — [822, 389, 896, 397]
court-case: Perjury.—William Bartlett was charged on warrant with committing wilful and corrupt perjury on December 5th. Mr R. D. Thomas appeared for the defendant. — [171, 947, 315, 979]
column-rule — [628, 42, 629, 1578]
price-now: 1s 2d — [1045, 1155, 1060, 1163]
ad-line: Two Millions Sterling — [963, 316, 1075, 331]
ad-line: FREDK. E. A. GRAHAM, 425 Manager for Canterbury — [944, 377, 1094, 385]
court-case: Perjury.—William Bartlett was charged on warrant with committing wilful and corrupt perjury on December 5th. Mr R. D. Thomas appeared for the defendant. — [171, 880, 315, 912]
news-item: Colombo Road Wesleyan Church.—Services to-morrow will be conducted in the morning by the President of Conference, and in the evening by Rev. J. S. Smalley. — [17, 1414, 161, 1446]
paragraph: A deputation, consisting of Captains Crowe, Best and Thompson, representing the New Zealand Ride Association, waited upon the Defence Minister to-day to ascertain what proportion of the £3000 voted by Parliament would be given to the association. Colonel Whitmore explained that whatever the association submitted Government would give pound for pound, and that any officers they might choose to send to Nelson would have their passages and expenses paid. — [17, 873, 161, 946]
paragraph: She was separated from her husband, and had been since the ill treatment of the defendant. A month before the second one was born he wilfully ill treated her, and made her black and blue. — [325, 67, 469, 99]
ad-line: For SALE, several New Three-roomed COTTAGES, matchlined, papered, painted, with kitchen range, cupboards, and sections of freehold land. — [941, 141, 1097, 165]
ad-line: BUT — [900, 988, 918, 998]
paragraph: District Law Societies.—At the banco sittings yesterday Mr Justice Johnston called the attention of the profession to a very important change which has taken place in the law with reference to Law Societies. — [171, 393, 315, 426]
ad-line: CHIEF OFFICES, WELLINGTON. — [971, 331, 1067, 339]
mulligan-footer: JAMES MULLIGAN & CO — [744, 1454, 1073, 1481]
paragraph: I was told, gradually, and I think, by what she did not say, that I had been the victim of a cruel deception. — [633, 649, 777, 665]
paragraph: By His Worship—The defendant was in the habit of coming to the house when he liked. He had been told she was not at home. — [325, 688, 469, 712]
column-6 — [784, 42, 934, 946]
paragraph: Bearing on some rumors circulated in the colonies as to the position of the Australian and New Zealand Land Company, when the failure of the Glasgow Bank was announced, private advices have been received by to-day's Suez mail confirming those which stated that that company is not involved with the Glasgow Bank; that merely a proportion of the company's shares had been pledged to the Bank, it is assumed by individual shareholders. — [17, 1267, 161, 1340]
to-be-continued: (To be continued.) — [833, 160, 885, 169]
anniversary-sports-heading: ANNIVERSARY SPORTS. — [494, 46, 608, 55]
paragraph: I was told, gradually, and I think, by what she did not say, that I had been the victim of a cruel deception. — [633, 294, 777, 310]
paragraph: The evidence for the prosecution was then closed, and Mr Holmes addressed the Court on defendant's behalf. — [325, 713, 469, 737]
news-item: Sudden Death.—A gentleman named Thomas Sheppard, who arrived in the ship Mallowdale only yesterday, was found dead in his bed this morning, at about ten o'clock, at the White Hart Hotel. — [17, 1480, 161, 1513]
